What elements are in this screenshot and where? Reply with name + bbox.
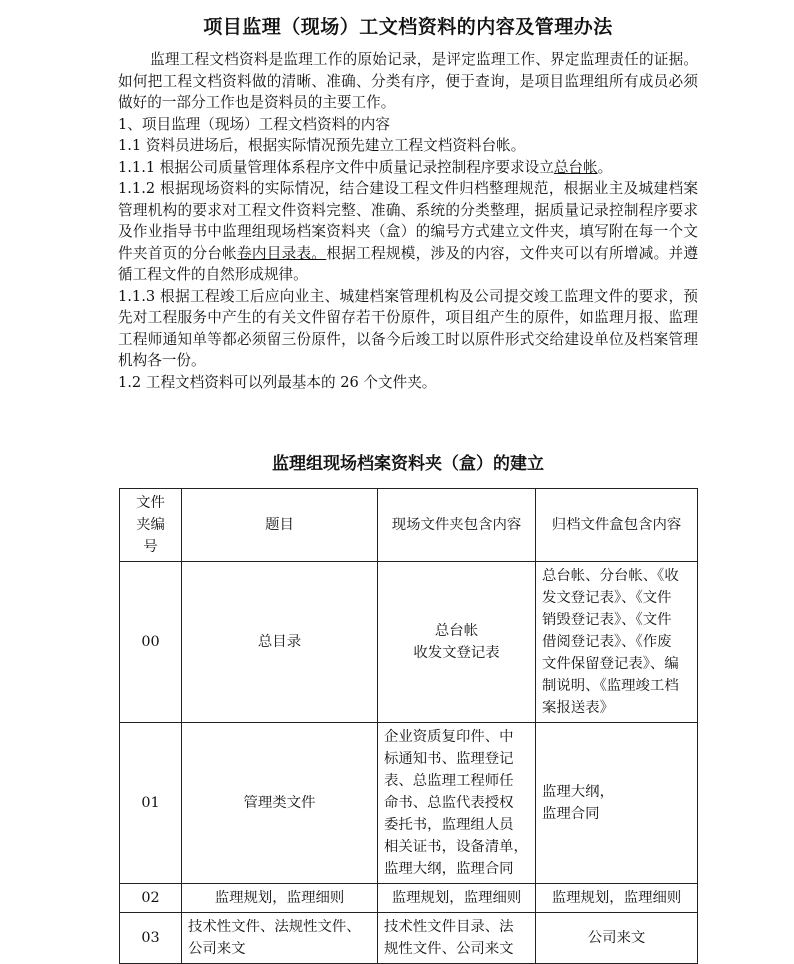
header-archive-contents: 归档文件盒包含内容: [536, 489, 698, 562]
paragraph-1-1-2: 1.1.2 根据现场资料的实际情况，结合建设工程文件归档整理规范，根据业主及城建档案管理机构的要求对工程文件资料完整、准确、系统的分类整理，据质量记录控制程序要求及作业指导书中监理组现场档案资料夹（盒）的编号方式建立文件夹，填写附在每一个文件夹首页的分台帐卷内目录表。根据工程规模，涉及的内容，文件夹可以有所增减。并遵循工程文件的自然形成规律。: [118, 180, 698, 283]
row-site-contents: 技术性文件目录、法 规性文件、公司来文: [378, 913, 536, 964]
table-row: [120, 913, 698, 964]
underlined-term: 卷内目录表。: [237, 244, 327, 262]
row-site-contents: 企业资质复印件、中 标通知书、监理登记 表、总监理工程师任 命书、总监代表授权 委托书，监理组人员 相关证书，设备清单， 监理大纲，监理合同: [378, 723, 536, 884]
underlined-term: 总台帐: [553, 158, 598, 176]
paragraph-1-1-1: 1.1.1 根据公司质量管理体系程序文件中质量记录控制程序要求设立总台帐。: [118, 158, 613, 176]
row-topic: 总目录: [182, 562, 378, 723]
section-heading-1: 1、项目监理（现场）工程文档资料的内容: [118, 115, 390, 133]
archive-table: [119, 488, 698, 964]
document-title: 项目监理（现场）工文档资料的内容及管理办法: [203, 16, 613, 38]
row-number: 00: [120, 562, 182, 723]
paragraph-1-1: 1.1 资料员进场后，根据实际情况预先建立工程文档资料台帐。: [118, 137, 526, 154]
row-archive-contents: 监理大纲， 监理合同: [536, 723, 698, 884]
header-number: 文件 夹编 号: [120, 489, 182, 562]
table-title: 监理组现场档案资料夹（盒）的建立: [272, 454, 544, 474]
row-number: 02: [120, 884, 182, 913]
row-number: 03: [120, 913, 182, 964]
row-archive-contents: 总台帐、分台帐、《收 发文登记表》、《文件 销毁登记表》、《文件 借阅登记表》、《作废 文件保留登记表》、编 制说明、《监理竣工档 案报送表》: [536, 562, 698, 723]
header-topic: 题目: [182, 489, 378, 562]
row-number: 01: [120, 723, 182, 884]
header-site-contents: 现场文件夹包含内容: [378, 489, 536, 562]
table-row: [120, 723, 698, 884]
row-topic: 技术性文件、法规性文件、 公司来文: [182, 913, 378, 964]
table-row: [120, 562, 698, 723]
intro-paragraph: 监理工程文档资料是监理工作的原始记录，是评定监理工作、界定监理责任的证据。如何把工程文档资料做的清晰、准确、分类有序，便于查询，是项目监理组所有成员必须做好的一部分工作也是资料员的主要工作。: [118, 51, 698, 111]
document-body: [118, 49, 698, 393]
table-header-row: [120, 489, 698, 562]
row-topic: 监理规划，监理细则: [182, 884, 378, 913]
row-site-contents: 总台帐 收发文登记表: [378, 562, 536, 723]
row-archive-contents: 公司来文: [536, 913, 698, 964]
row-topic: 管理类文件: [182, 723, 378, 884]
paragraph-1-1-3: 1.1.3 根据工程竣工后应向业主、城建档案管理机构及公司提交竣工监理文件的要求，预先对工程服务中产生的有关文件留存若干份原件，项目组产生的原件，如监理月报、监理工程师通知单等都必须留三份原件，以备今后竣工时以原件形式交给建设单位及档案管理机构各一份。: [118, 287, 698, 369]
table-row: [120, 884, 698, 913]
paragraph-1-2: 1.2 工程文档资料可以列最基本的 26 个文件夹。: [118, 373, 437, 391]
row-archive-contents: 监理规划，监理细则: [536, 884, 698, 913]
row-site-contents: 监理规划，监理细则: [378, 884, 536, 913]
